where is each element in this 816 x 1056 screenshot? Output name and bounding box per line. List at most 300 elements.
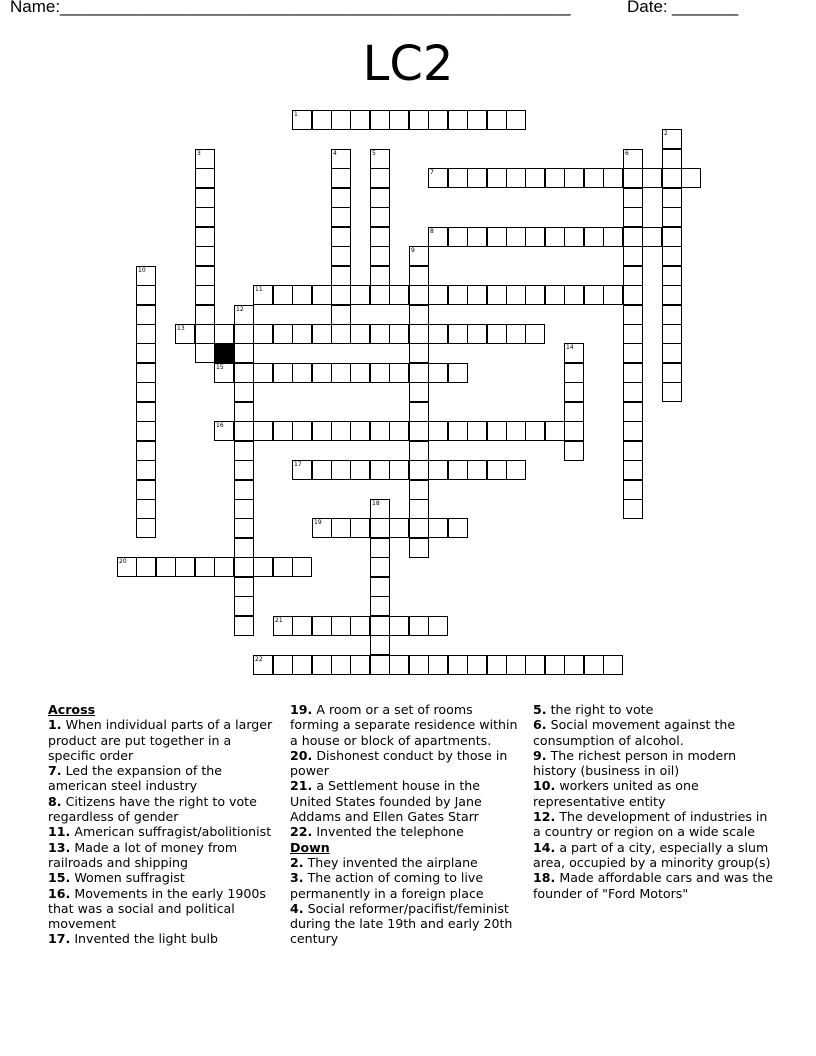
clue-text: The development of industries in a country or region on a wide scale: [533, 809, 768, 840]
grid-cell[interactable]: [350, 518, 370, 538]
grid-cell[interactable]: [525, 655, 545, 675]
grid-cell[interactable]: [370, 363, 390, 383]
clue-num: 19.: [290, 702, 313, 717]
grid-cell[interactable]: [292, 363, 312, 383]
grid-cell[interactable]: [409, 441, 429, 461]
grid-cell[interactable]: [564, 655, 584, 675]
grid-cell[interactable]: [467, 285, 487, 305]
grid-cell[interactable]: [409, 402, 429, 422]
grid-cell[interactable]: [370, 168, 390, 188]
grid-cell[interactable]: [350, 460, 370, 480]
grid-cell[interactable]: [292, 616, 312, 636]
grid-cell[interactable]: [214, 363, 234, 383]
grid-cell[interactable]: [603, 655, 623, 675]
grid-cell[interactable]: [506, 460, 526, 480]
grid-cell[interactable]: [253, 655, 273, 675]
grid-cell[interactable]: [214, 557, 234, 577]
grid-cell[interactable]: [642, 227, 662, 247]
grid-cell[interactable]: [448, 227, 468, 247]
grid-cell[interactable]: [312, 518, 332, 538]
grid-cell[interactable]: [545, 285, 565, 305]
grid-cell[interactable]: [623, 207, 643, 227]
grid-cell[interactable]: [389, 421, 409, 441]
grid-cell[interactable]: [234, 616, 254, 636]
grid-cell[interactable]: [564, 363, 584, 383]
grid-cell[interactable]: [234, 557, 254, 577]
grid-cell[interactable]: [428, 227, 448, 247]
grid-cell[interactable]: [350, 285, 370, 305]
grid-cell[interactable]: [662, 207, 682, 227]
grid-cell[interactable]: [467, 168, 487, 188]
grid-cell[interactable]: [525, 168, 545, 188]
grid-cell[interactable]: [292, 557, 312, 577]
grid-cell[interactable]: [409, 285, 429, 305]
grid-cell[interactable]: [273, 363, 293, 383]
grid-cell[interactable]: [389, 285, 409, 305]
grid-cell[interactable]: [253, 421, 273, 441]
grid-cell[interactable]: [487, 285, 507, 305]
grid-cell[interactable]: [331, 460, 351, 480]
grid-cell[interactable]: [273, 421, 293, 441]
grid-cell[interactable]: [312, 460, 332, 480]
grid-cell[interactable]: [136, 557, 156, 577]
grid-cell[interactable]: [662, 285, 682, 305]
grid-cell[interactable]: [428, 110, 448, 130]
grid-cell[interactable]: [331, 655, 351, 675]
grid-cell[interactable]: [506, 655, 526, 675]
grid-cell[interactable]: [195, 285, 215, 305]
grid-cell[interactable]: [234, 596, 254, 616]
grid-cell[interactable]: [195, 149, 215, 169]
grid-cell[interactable]: [370, 460, 390, 480]
grid-cell[interactable]: [331, 285, 351, 305]
grid-cell[interactable]: [662, 149, 682, 169]
grid-cell[interactable]: [331, 421, 351, 441]
grid-cell[interactable]: [234, 402, 254, 422]
grid-cell[interactable]: [525, 421, 545, 441]
grid-cell[interactable]: [234, 460, 254, 480]
name-line[interactable]: ______________________________________________________: [60, 0, 571, 16]
grid-cell[interactable]: [370, 499, 390, 519]
grid-cell[interactable]: [623, 382, 643, 402]
grid-cell[interactable]: [195, 188, 215, 208]
grid-cell[interactable]: [409, 246, 429, 266]
grid-cell[interactable]: [370, 188, 390, 208]
grid-cell[interactable]: [292, 655, 312, 675]
grid-cell[interactable]: [623, 285, 643, 305]
grid-cell[interactable]: [370, 577, 390, 597]
grid-cell[interactable]: [662, 168, 682, 188]
grid-cell[interactable]: [350, 110, 370, 130]
grid-cell[interactable]: [350, 421, 370, 441]
grid-cell[interactable]: [662, 305, 682, 325]
grid-cell[interactable]: [564, 168, 584, 188]
grid-cell[interactable]: [487, 655, 507, 675]
grid-cell[interactable]: [409, 538, 429, 558]
grid-cell[interactable]: [564, 227, 584, 247]
grid-cell[interactable]: [331, 363, 351, 383]
grid-cell[interactable]: [331, 188, 351, 208]
grid-cell[interactable]: [136, 441, 156, 461]
grid-cell[interactable]: [623, 363, 643, 383]
grid-cell[interactable]: [195, 305, 215, 325]
grid-cell[interactable]: [623, 402, 643, 422]
grid-cell[interactable]: [428, 363, 448, 383]
grid-cell[interactable]: [525, 324, 545, 344]
grid-cell[interactable]: [312, 324, 332, 344]
across-clue: [48, 717, 280, 763]
grid-cell[interactable]: [623, 246, 643, 266]
grid-cell[interactable]: [545, 655, 565, 675]
grid-cell[interactable]: [662, 227, 682, 247]
grid-cell[interactable]: [136, 343, 156, 363]
grid-cell[interactable]: [195, 324, 215, 344]
grid-cell[interactable]: [292, 285, 312, 305]
clue-text: Made a lot of money from railroads and shipping: [48, 839, 238, 870]
grid-cell[interactable]: [603, 227, 623, 247]
grid-cell[interactable]: [506, 227, 526, 247]
grid-cell[interactable]: [428, 324, 448, 344]
grid-cell[interactable]: [234, 538, 254, 558]
grid-cell[interactable]: [428, 421, 448, 441]
grid-cell[interactable]: [662, 382, 682, 402]
grid-cell[interactable]: [448, 110, 468, 130]
grid-cell[interactable]: [623, 421, 643, 441]
grid-cell[interactable]: [312, 110, 332, 130]
grid-cell[interactable]: [545, 421, 565, 441]
grid-cell[interactable]: [389, 655, 409, 675]
clue-number: 13: [177, 325, 185, 332]
clue-num: 15.: [48, 870, 71, 886]
clue-num: 7.: [48, 763, 62, 779]
grid-cell[interactable]: [234, 324, 254, 344]
grid-cell[interactable]: [234, 382, 254, 402]
grid-cell[interactable]: [312, 363, 332, 383]
grid-cell[interactable]: [331, 110, 351, 130]
grid-cell[interactable]: [389, 110, 409, 130]
grid-cell[interactable]: [409, 382, 429, 402]
grid-cell[interactable]: [175, 557, 195, 577]
clue-column-3: [533, 702, 773, 901]
grid-cell[interactable]: [370, 110, 390, 130]
grid-cell[interactable]: [136, 518, 156, 538]
grid-cell[interactable]: [506, 324, 526, 344]
grid-cell[interactable]: [623, 480, 643, 500]
grid-cell[interactable]: [370, 421, 390, 441]
down-clue: [533, 778, 773, 809]
grid-cell[interactable]: [564, 285, 584, 305]
grid-cell[interactable]: [448, 655, 468, 675]
clue-text: workers united as one representative entity: [533, 778, 699, 809]
grid-cell[interactable]: [136, 460, 156, 480]
grid-cell[interactable]: [331, 168, 351, 188]
grid-cell[interactable]: [545, 227, 565, 247]
grid-cell[interactable]: [312, 421, 332, 441]
grid-cell[interactable]: [428, 285, 448, 305]
date-line[interactable]: _______: [672, 0, 739, 16]
grid-cell[interactable]: [487, 227, 507, 247]
grid-cell[interactable]: [584, 168, 604, 188]
clue-num: 10.: [533, 778, 556, 794]
grid-cell[interactable]: [331, 207, 351, 227]
grid-cell[interactable]: [195, 246, 215, 266]
grid-cell[interactable]: [409, 266, 429, 286]
grid-cell[interactable]: [273, 557, 293, 577]
grid-cell[interactable]: [370, 616, 390, 636]
grid-cell[interactable]: [273, 285, 293, 305]
grid-cell[interactable]: [467, 227, 487, 247]
grid-cell[interactable]: [331, 616, 351, 636]
grid-cell[interactable]: [331, 149, 351, 169]
grid-cell[interactable]: [389, 363, 409, 383]
grid-cell[interactable]: [662, 129, 682, 149]
grid-cell[interactable]: [273, 655, 293, 675]
grid-cell[interactable]: [623, 227, 643, 247]
grid-cell[interactable]: [662, 246, 682, 266]
grid-cell[interactable]: [409, 480, 429, 500]
grid-cell[interactable]: [623, 441, 643, 461]
grid-cell[interactable]: [448, 460, 468, 480]
grid-cell[interactable]: [331, 324, 351, 344]
grid-cell[interactable]: [467, 324, 487, 344]
grid-cell[interactable]: [448, 421, 468, 441]
grid-cell[interactable]: [428, 616, 448, 636]
grid-cell[interactable]: [253, 285, 273, 305]
grid-cell[interactable]: [370, 246, 390, 266]
grid-cell[interactable]: [312, 655, 332, 675]
grid-cell[interactable]: [331, 227, 351, 247]
clue-num: 3.: [290, 870, 304, 886]
grid-cell[interactable]: [506, 285, 526, 305]
grid-cell[interactable]: [292, 110, 312, 130]
grid-cell[interactable]: [292, 421, 312, 441]
grid-cell[interactable]: [253, 324, 273, 344]
clue-text: When individual parts of a larger product are put together in a specific order: [48, 717, 273, 763]
grid-cell[interactable]: [195, 266, 215, 286]
grid-cell[interactable]: [487, 421, 507, 441]
clue-text: A room or a set of rooms forming a separate residence within a house or block of apartments.: [290, 702, 518, 748]
grid-cell[interactable]: [662, 363, 682, 383]
grid-cell[interactable]: [234, 577, 254, 597]
grid-cell[interactable]: [662, 266, 682, 286]
grid-cell[interactable]: [195, 207, 215, 227]
grid-cell[interactable]: [350, 616, 370, 636]
grid-cell[interactable]: [136, 499, 156, 519]
grid-cell[interactable]: [370, 207, 390, 227]
grid-cell[interactable]: [448, 285, 468, 305]
grid-cell[interactable]: [448, 518, 468, 538]
grid-cell[interactable]: [662, 343, 682, 363]
grid-cell[interactable]: [117, 557, 137, 577]
grid-cell[interactable]: [584, 285, 604, 305]
grid-cell[interactable]: [370, 596, 390, 616]
grid-cell[interactable]: [506, 168, 526, 188]
grid-cell[interactable]: [506, 421, 526, 441]
grid-cell[interactable]: [409, 421, 429, 441]
grid-cell[interactable]: [681, 168, 701, 188]
grid-cell[interactable]: [409, 499, 429, 519]
grid-cell[interactable]: [487, 168, 507, 188]
grid-cell[interactable]: [195, 227, 215, 247]
grid-cell[interactable]: [370, 227, 390, 247]
grid-cell[interactable]: [389, 518, 409, 538]
grid-cell[interactable]: [273, 616, 293, 636]
grid-cell[interactable]: [292, 460, 312, 480]
grid-cell[interactable]: [389, 460, 409, 480]
grid-cell[interactable]: [564, 343, 584, 363]
grid-cell[interactable]: [389, 324, 409, 344]
grid-cell[interactable]: [234, 518, 254, 538]
grid-cell[interactable]: [234, 499, 254, 519]
grid-cell[interactable]: [350, 324, 370, 344]
grid-cell[interactable]: [623, 149, 643, 169]
grid-cell[interactable]: [564, 421, 584, 441]
grid-cell[interactable]: [409, 324, 429, 344]
across-clue: [290, 778, 522, 824]
grid-cell[interactable]: [253, 363, 273, 383]
grid-cell[interactable]: [370, 285, 390, 305]
grid-cell[interactable]: [370, 635, 390, 655]
grid-cell[interactable]: [428, 460, 448, 480]
grid-cell[interactable]: [331, 518, 351, 538]
grid-cell[interactable]: [623, 324, 643, 344]
grid-cell[interactable]: [584, 655, 604, 675]
grid-cell[interactable]: [467, 460, 487, 480]
grid-cell[interactable]: [662, 324, 682, 344]
grid-cell[interactable]: [409, 305, 429, 325]
clue-number: 2: [664, 130, 668, 137]
grid-cell[interactable]: [175, 324, 195, 344]
grid-cell[interactable]: [312, 285, 332, 305]
grid-cell[interactable]: [428, 655, 448, 675]
grid-cell[interactable]: [253, 557, 273, 577]
grid-cell[interactable]: [506, 110, 526, 130]
clue-number: 5: [372, 150, 376, 157]
grid-cell[interactable]: [370, 266, 390, 286]
grid-cell[interactable]: [545, 168, 565, 188]
grid-cell[interactable]: [467, 421, 487, 441]
clue-num: 22.: [290, 824, 313, 840]
grid-cell[interactable]: [409, 616, 429, 636]
grid-cell[interactable]: [370, 149, 390, 169]
down-clue: [290, 901, 522, 947]
grid-cell[interactable]: [370, 538, 390, 558]
grid-cell[interactable]: [409, 363, 429, 383]
grid-cell[interactable]: [136, 324, 156, 344]
grid-cell[interactable]: [312, 616, 332, 636]
grid-cell[interactable]: [195, 557, 215, 577]
grid-cell[interactable]: [234, 480, 254, 500]
down-clue: [533, 717, 773, 748]
grid-cell[interactable]: [428, 168, 448, 188]
grid-cell[interactable]: [409, 518, 429, 538]
grid-cell[interactable]: [136, 402, 156, 422]
grid-cell[interactable]: [234, 305, 254, 325]
grid-cell[interactable]: [467, 655, 487, 675]
grid-cell[interactable]: [525, 285, 545, 305]
grid-cell[interactable]: [487, 460, 507, 480]
clue-number: 22: [255, 656, 263, 663]
clue-text: a Settlement house in the United States founded by Jane Addams and Ellen Gates Starr: [290, 778, 482, 825]
clue-num: 18.: [533, 870, 556, 886]
grid-cell[interactable]: [487, 110, 507, 130]
grid-cell[interactable]: [214, 324, 234, 344]
grid-cell[interactable]: [623, 305, 643, 325]
grid-cell[interactable]: [350, 363, 370, 383]
grid-cell[interactable]: [409, 343, 429, 363]
grid-cell[interactable]: [292, 324, 312, 344]
grid-cell[interactable]: [234, 343, 254, 363]
grid-cell[interactable]: [350, 655, 370, 675]
grid-cell[interactable]: [389, 616, 409, 636]
grid-cell[interactable]: [564, 382, 584, 402]
date-label: Date:: [627, 0, 668, 16]
grid-cell[interactable]: [448, 363, 468, 383]
clue-number: 17: [294, 461, 302, 468]
grid-cell[interactable]: [448, 168, 468, 188]
grid-cell[interactable]: [136, 266, 156, 286]
grid-cell[interactable]: [623, 460, 643, 480]
grid-cell[interactable]: [370, 655, 390, 675]
grid-cell[interactable]: [156, 557, 176, 577]
grid-cell[interactable]: [136, 285, 156, 305]
grid-cell[interactable]: [564, 402, 584, 422]
grid-cell[interactable]: [623, 168, 643, 188]
grid-cell[interactable]: [331, 246, 351, 266]
across-clue: [48, 824, 280, 839]
clue-num: 16.: [48, 885, 71, 901]
grid-cell[interactable]: [623, 188, 643, 208]
grid-cell[interactable]: [370, 518, 390, 538]
grid-cell[interactable]: [623, 499, 643, 519]
grid-cell[interactable]: [136, 363, 156, 383]
grid-cell[interactable]: [370, 557, 390, 577]
grid-cell[interactable]: [448, 324, 468, 344]
grid-cell[interactable]: [370, 324, 390, 344]
grid-cell[interactable]: [331, 266, 351, 286]
grid-cell[interactable]: [214, 421, 234, 441]
grid-cell[interactable]: [603, 285, 623, 305]
grid-cell[interactable]: [234, 421, 254, 441]
grid-cell[interactable]: [623, 343, 643, 363]
grid-cell[interactable]: [273, 324, 293, 344]
grid-cell[interactable]: [662, 188, 682, 208]
grid-cell[interactable]: [584, 227, 604, 247]
grid-cell[interactable]: [195, 168, 215, 188]
grid-cell[interactable]: [623, 266, 643, 286]
grid-cell[interactable]: [409, 110, 429, 130]
grid-cell[interactable]: [136, 480, 156, 500]
grid-cell[interactable]: [467, 110, 487, 130]
grid-cell[interactable]: [409, 460, 429, 480]
grid-cell[interactable]: [331, 305, 351, 325]
grid-cell[interactable]: [525, 227, 545, 247]
grid-cell[interactable]: [136, 382, 156, 402]
grid-cell[interactable]: [409, 655, 429, 675]
grid-cell[interactable]: [234, 441, 254, 461]
grid-cell[interactable]: [234, 363, 254, 383]
grid-cell[interactable]: [564, 441, 584, 461]
down-clue: [290, 870, 522, 901]
grid-cell[interactable]: [136, 305, 156, 325]
grid-cell[interactable]: [136, 421, 156, 441]
grid-cell[interactable]: [195, 343, 215, 363]
grid-cell[interactable]: [603, 168, 623, 188]
grid-cell[interactable]: [642, 168, 662, 188]
across-clue: [48, 794, 280, 825]
grid-cell[interactable]: [428, 518, 448, 538]
grid-cell[interactable]: [487, 324, 507, 344]
